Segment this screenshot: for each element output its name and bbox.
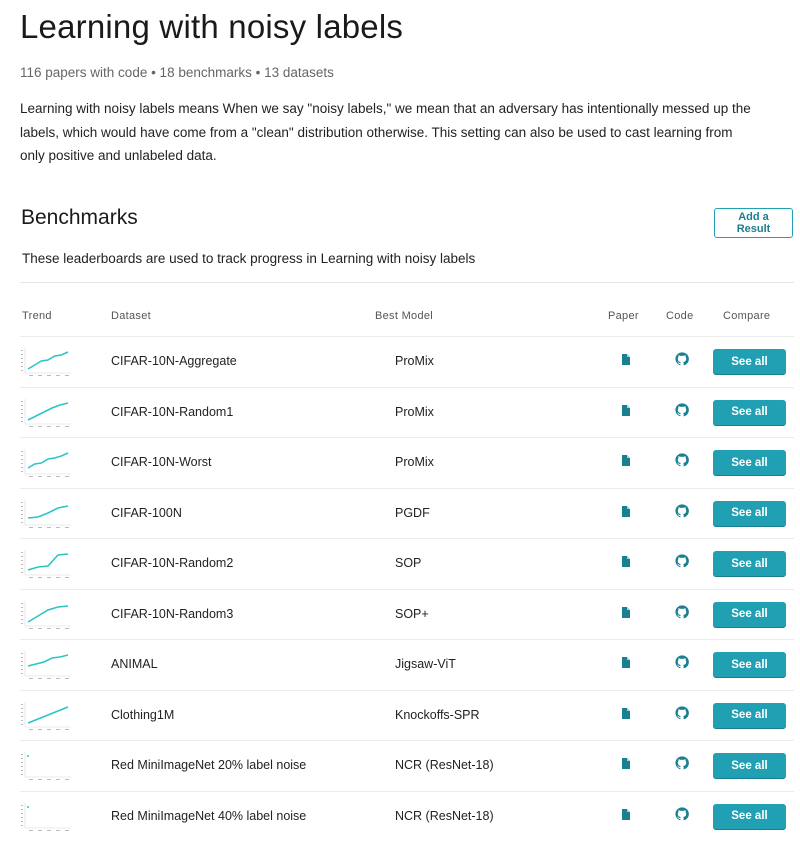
page-title: Learning with noisy labels [20,8,404,45]
document-icon[interactable] [619,504,633,520]
table-row [20,538,794,588]
sparkline-tick [21,724,23,725]
sparkline-tick [21,809,23,810]
sparkline-tick [38,729,42,730]
sparkline-tick [38,779,42,780]
sparkline-tick [21,572,23,573]
column-header-compare: Compare [723,310,771,322]
sparkline-tick [21,716,23,717]
benchmarks-subtitle: These leaderboards are used to track progress in Learning with noisy labels [22,251,476,266]
sparkline-tick [38,527,42,528]
best-model-link[interactable]: ProMix [395,354,434,368]
best-model-link[interactable]: PGDF [395,505,430,520]
best-model-link[interactable]: Knockoffs-SPR [395,707,480,722]
trend-sparkline[interactable] [20,447,72,479]
sparkline-tick [21,623,23,624]
sparkline-series [28,352,68,369]
column-header-trend: Trend [22,310,52,322]
sparkline-tick [47,729,51,730]
sparkline-series [28,453,68,468]
sparkline-tick [29,476,33,477]
sparkline-tick [21,560,23,561]
sparkline-tick [21,825,23,826]
column-header-code: Code [666,310,694,322]
sparkline-tick [21,510,23,511]
sparkline-tick [38,476,42,477]
dataset-link[interactable]: CIFAR-10N-Random3 [111,606,234,621]
table-row [20,740,794,790]
sparkline-point [27,806,29,808]
sparkline-tick [47,527,51,528]
sparkline-tick [65,426,69,427]
trend-sparkline[interactable] [20,498,72,530]
sparkline-tick [21,366,23,367]
sparkline-tick [21,518,23,519]
best-model-link[interactable]: Jigsaw-ViT [395,657,456,671]
see-all-button[interactable]: See all [713,450,786,475]
sparkline-tick [29,628,33,629]
see-all-button[interactable]: See all [713,753,786,778]
sparkline-tick [38,628,42,629]
sparkline-tick [21,358,23,359]
dataset-link[interactable]: ANIMAL [111,657,158,671]
sparkline-series [28,606,68,622]
dataset-link[interactable]: Clothing1M [111,707,175,722]
see-all-button[interactable]: See all [713,703,786,728]
sparkline-tick [21,762,23,763]
sparkline-tick [29,527,33,528]
sparkline-tick [21,754,23,755]
sparkline-tick [29,779,33,780]
github-icon[interactable] [675,605,689,619]
sparkline-tick [56,476,60,477]
divider [20,282,794,283]
dataset-link[interactable]: CIFAR-10N-Worst [111,455,212,469]
sparkline-tick [21,463,23,464]
document-icon[interactable] [619,706,633,722]
document-icon[interactable] [619,554,633,570]
sparkline-tick [38,426,42,427]
document-icon[interactable] [619,655,633,671]
sparkline-tick [65,830,69,831]
sparkline-tick [21,413,23,414]
sparkline-tick [65,375,69,376]
sparkline-tick [21,611,23,612]
table-row [20,437,794,487]
table-row [20,488,794,538]
sparkline-tick [21,821,23,822]
add-result-button[interactable]: Add a Result [714,208,793,238]
github-icon[interactable] [675,504,689,518]
sparkline-tick [21,421,23,422]
sparkline-tick [56,527,60,528]
sparkline-tick [21,514,23,515]
trend-sparkline[interactable] [20,700,72,732]
dataset-link[interactable]: Red MiniImageNet 40% label noise [111,808,307,823]
sparkline-series [28,655,68,666]
sparkline-tick [65,577,69,578]
benchmarks-heading: Benchmarks [21,206,138,229]
sparkline-tick [56,830,60,831]
sparkline-tick [21,665,23,666]
sparkline-tick [65,476,69,477]
sparkline-tick [56,375,60,376]
table-row [20,639,794,689]
sparkline-tick [21,657,23,658]
document-icon[interactable] [619,807,633,823]
see-all-button[interactable]: See all [713,400,786,425]
sparkline-tick [29,830,33,831]
see-all-button[interactable]: See all [713,501,786,526]
sparkline-tick [29,375,33,376]
sparkline-tick [21,603,23,604]
sparkline-axis [25,399,71,424]
sparkline-tick [29,678,33,679]
sparkline-tick [21,417,23,418]
github-icon[interactable] [675,756,689,770]
sparkline-tick [38,375,42,376]
sparkline-tick [38,830,42,831]
sparkline-tick [47,426,51,427]
sparkline-tick [56,628,60,629]
see-all-button[interactable]: See all [713,804,786,829]
trend-sparkline[interactable] [20,397,72,429]
sparkline-tick [21,704,23,705]
sparkline-tick [21,661,23,662]
best-model-link[interactable]: SOP+ [395,606,429,621]
sparkline-tick [21,805,23,806]
sparkline-tick [65,779,69,780]
sparkline-tick [21,405,23,406]
sparkline-tick [65,729,69,730]
sparkline-tick [21,712,23,713]
sparkline-tick [21,502,23,503]
task-stats: 116 papers with code • 18 benchmarks • 13 datasets [20,65,334,80]
sparkline-tick [21,568,23,569]
sparkline-tick [21,708,23,709]
sparkline-point [27,755,29,757]
table-row [20,387,794,437]
sparkline-tick [21,556,23,557]
sparkline-tick [21,669,23,670]
sparkline-tick [38,678,42,679]
table-row [20,690,794,740]
sparkline-axis [25,752,71,777]
sparkline-tick [56,729,60,730]
sparkline-tick [21,774,23,775]
sparkline-tick [21,467,23,468]
column-header-dataset: Dataset [111,310,152,322]
task-description: Learning with noisy labels means When we say "noisy labels," we mean that an adversary has intentionally messed up the labels, which would have come from a "clean" distribution otherwise. This setting can also be used to cast learning from only positive and unlabeled data. [20,101,751,163]
document-icon[interactable] [619,453,633,469]
document-icon[interactable] [619,352,633,368]
sparkline-tick [21,720,23,721]
github-icon[interactable] [675,554,689,568]
github-icon[interactable] [675,706,689,720]
dataset-link[interactable]: CIFAR-10N-Random1 [111,404,234,419]
sparkline-tick [47,375,51,376]
sparkline-tick [21,370,23,371]
github-icon[interactable] [675,655,689,669]
see-all-button[interactable]: See all [713,602,786,627]
dataset-link[interactable]: Red MiniImageNet 20% label noise [111,758,307,772]
sparkline-tick [21,409,23,410]
trend-sparkline[interactable] [20,750,72,782]
sparkline-tick [21,770,23,771]
dataset-link[interactable]: CIFAR-10N-Aggregate [111,354,237,368]
github-icon[interactable] [675,352,689,366]
sparkline-tick [21,766,23,767]
sparkline-axis [25,803,71,828]
table-row [20,791,794,841]
sparkline-axis [25,449,71,474]
see-all-button[interactable]: See all [713,652,786,677]
sparkline-tick [56,577,60,578]
sparkline-tick [21,813,23,814]
document-icon[interactable] [619,403,633,419]
trend-sparkline[interactable] [20,548,72,580]
sparkline-tick [21,451,23,452]
sparkline-tick [21,619,23,620]
sparkline-tick [47,577,51,578]
sparkline-tick [21,459,23,460]
best-model-link[interactable]: NCR (ResNet-18) [395,758,494,772]
sparkline-series [28,554,68,570]
sparkline-tick [21,653,23,654]
sparkline-tick [21,607,23,608]
sparkline-tick [38,577,42,578]
sparkline-tick [21,673,23,674]
column-header-paper: Paper [608,310,639,322]
sparkline-tick [56,426,60,427]
best-model-link[interactable]: NCR (ResNet-18) [395,808,494,823]
sparkline-tick [21,401,23,402]
sparkline-tick [21,471,23,472]
github-icon[interactable] [675,807,689,821]
trend-sparkline[interactable] [20,346,72,378]
dataset-link[interactable]: CIFAR-100N [111,505,182,520]
sparkline-tick [21,817,23,818]
sparkline-axis [25,601,71,626]
table-row [20,336,794,386]
best-model-link[interactable]: ProMix [395,404,434,419]
sparkline-tick [21,350,23,351]
sparkline-tick [29,729,33,730]
sparkline-tick [47,476,51,477]
sparkline-tick [21,455,23,456]
sparkline-tick [21,615,23,616]
see-all-button[interactable]: See all [713,349,786,374]
sparkline-tick [21,522,23,523]
sparkline-tick [65,678,69,679]
github-icon[interactable] [675,403,689,417]
document-icon[interactable] [619,605,633,621]
trend-sparkline[interactable] [20,599,72,631]
dataset-link[interactable]: CIFAR-10N-Random2 [111,556,234,570]
github-icon[interactable] [675,453,689,467]
sparkline-tick [56,779,60,780]
column-header-best-model: Best Model [375,310,434,322]
sparkline-tick [29,426,33,427]
sparkline-tick [21,354,23,355]
sparkline-series [28,506,68,518]
sparkline-tick [21,362,23,363]
sparkline-tick [56,678,60,679]
sparkline-tick [47,628,51,629]
sparkline-series [28,403,68,420]
sparkline-tick [21,552,23,553]
sparkline-tick [21,564,23,565]
best-model-link[interactable]: SOP [395,556,422,570]
sparkline-tick [47,830,51,831]
trend-sparkline[interactable] [20,649,72,681]
trend-sparkline[interactable] [20,801,72,833]
table-row [20,589,794,639]
sparkline-axis [25,651,71,676]
sparkline-tick [29,577,33,578]
best-model-link[interactable]: ProMix [395,455,434,469]
document-icon[interactable] [619,756,633,772]
sparkline-tick [21,758,23,759]
sparkline-tick [65,527,69,528]
sparkline-tick [47,779,51,780]
sparkline-series [28,707,68,723]
see-all-button[interactable]: See all [713,551,786,576]
sparkline-tick [65,628,69,629]
sparkline-tick [47,678,51,679]
sparkline-tick [21,506,23,507]
